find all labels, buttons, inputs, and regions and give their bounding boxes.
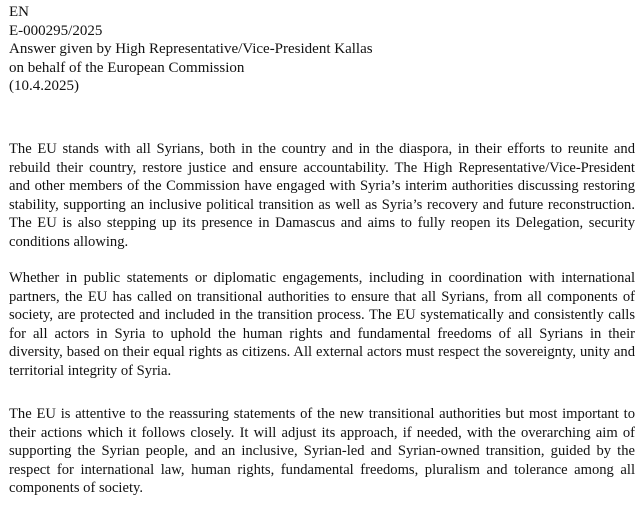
body-paragraph-2: Whether in public statements or diplomatic engagements, including in coordination with international partners, the EU has called on transitional authorities to ensure that all Syrians, from all components of society, are protected and included in the transition process. The EU systematically and consistently calls for all actors in Syria to uphold the human rights and fundamental freedoms of all Syrians in their diversity, based on their equal rights as citizens. All external actors must respect the sovereignty, unity and territorial integrity of Syria.	[9, 270, 635, 379]
reference-number: E-000295/2025	[9, 22, 103, 39]
body-paragraph-1: The EU stands with all Syrians, both in the country and in the diaspora, in their efforts to reunite and rebuild their country, restore justice and ensure accountability. The High Representative/Vice-President and other members of the Commission have engaged with Syria’s interim authorities discussing restoring stability, supporting an inclusive political transition as well as Syria’s recovery and future reconstruction. The EU is also stepping up its presence in Damascus and aims to fully reopen its Delegation, security conditions allowing.	[9, 141, 635, 250]
document-header	[9, 3, 373, 96]
answer-date: (10.4.2025)	[9, 78, 79, 94]
language-code: EN	[9, 4, 29, 20]
document-page	[9, 0, 635, 505]
body-paragraph-3: The EU is attentive to the reassuring statements of the new transitional authorities but most important to their actions which it follows closely. It will adjust its approach, if needed, with the overarching aim of supporting the Syrian people, and an inclusive, Syrian-led and Syrian-owned transition, guided by the respect for international law, human rights, fundamental freedoms, pluralism and tolerance among all components of society.	[9, 406, 635, 497]
behalf-line: on behalf of the European Commission	[9, 59, 245, 76]
answer-author-line: Answer given by High Representative/Vice-President Kallas	[9, 41, 373, 57]
